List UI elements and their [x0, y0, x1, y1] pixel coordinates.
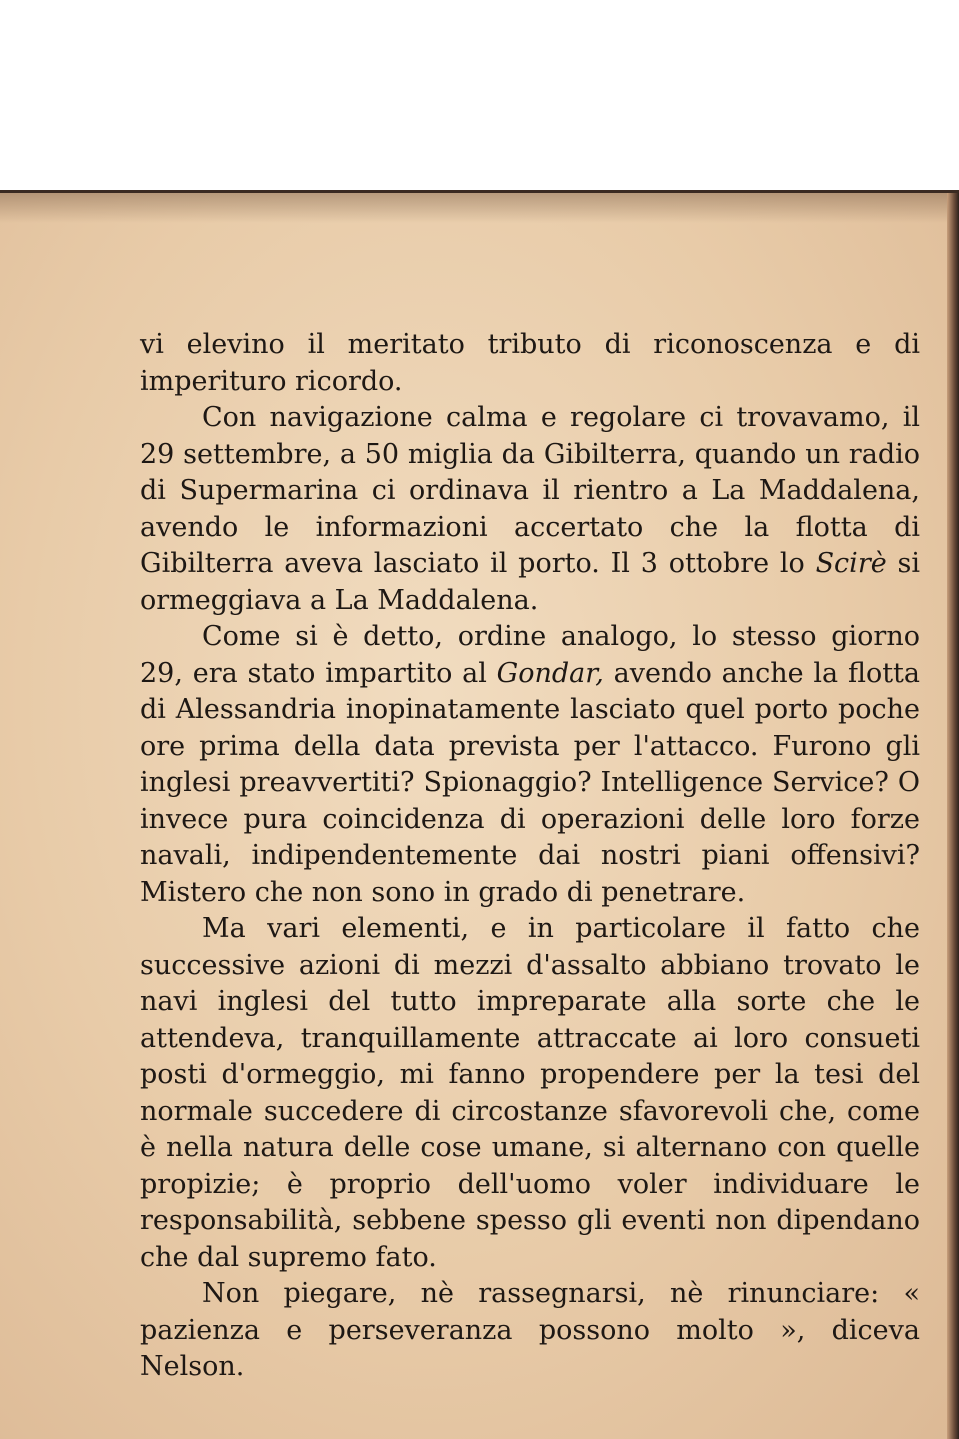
- text-run: Ma vari elementi, e in particolare il fatto che successive azioni di mezzi d'assalto abbiano trovato le navi inglesi del tutto impreparate alla sorte che le attendeva, tranquillamente attraccate ai loro consueti posti d'ormeggio, mi fanno propendere per la tesi del normale succedere di circostanze sfavorevoli che, come è nella natura delle cose umane, si alternano con quelle propizie; è proprio dell'uomo voler individuare le responsabilità, sebbene spesso gli eventi non dipendano che dal supremo fato.: [140, 913, 920, 1273]
- book-spine-edge: [947, 193, 959, 1439]
- text-run: Non piegare, nè rassegnarsi, nè rinunciare: « pazienza e perseveranza possono molto », diceva Nelson.: [140, 1278, 920, 1382]
- paragraph-5: [140, 1276, 920, 1386]
- paragraph-4: [140, 911, 920, 1276]
- text-run: Con navigazione calma e regolare ci trovavamo, il 29 settembre, a 50 miglia da Gibilterra, quando un radio di Supermarina ci ordinava il rientro a La Maddalena, avendo le informazioni accertato che la flotta di Gibilterra aveva lasciato il porto. Il 3 ottobre lo: [140, 402, 920, 579]
- text-run: avendo anche la flotta di Alessandria inopinatamente lasciato quel porto poche ore prima della data prevista per l'attacco. Furono gli inglesi preavvertiti? Spionaggio? Intelligence Service? O invece pura coincidenza di operazioni delle loro forze navali, indipendentemente dai nostri piani offensivi? Mistero che non sono in grado di penetrare.: [140, 657, 921, 908]
- text-run: Come si è detto, ordine analogo, lo stesso giorno 29, era stato impartito al: [140, 621, 920, 689]
- paragraph-3: [140, 619, 920, 911]
- text-run: vi elevino il meritato tributo di riconoscenza e di imperituro ricordo.: [140, 329, 920, 397]
- page-text: [140, 327, 920, 1386]
- paragraph-2: [140, 400, 920, 619]
- ship-name-gondar: Gondar,: [496, 657, 604, 689]
- ship-name-scire: Scirè: [815, 548, 887, 579]
- text-run: si ormeggiava a La Maddalena.: [140, 548, 920, 616]
- book-page: [0, 190, 959, 1439]
- page-top-shadow: [0, 193, 959, 223]
- paragraph-1: [140, 327, 920, 400]
